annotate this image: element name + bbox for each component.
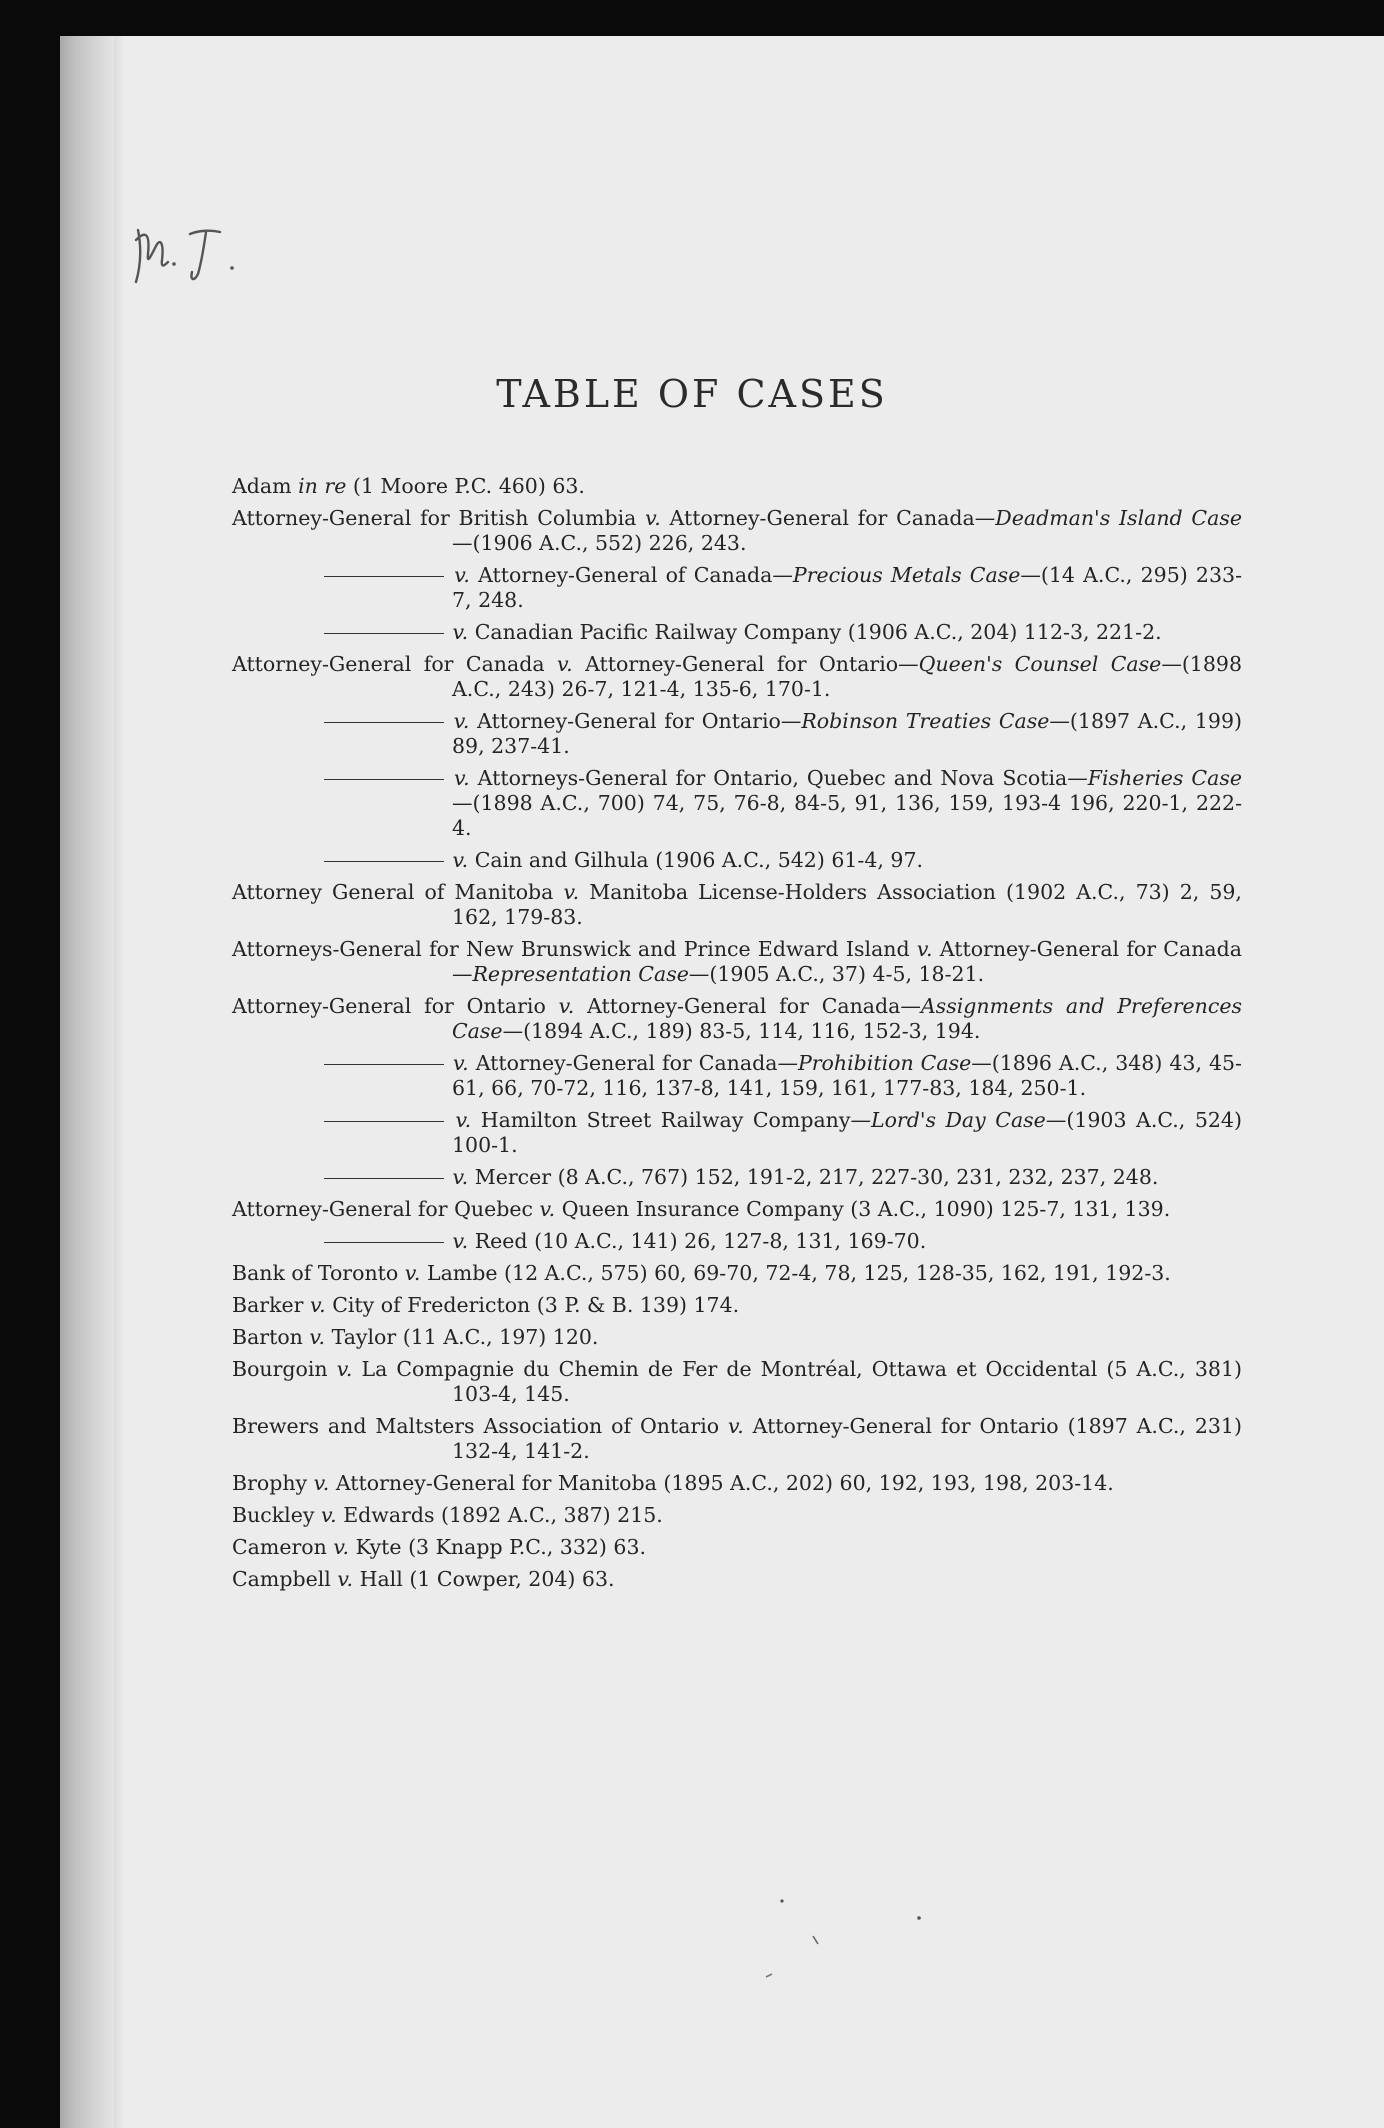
case-versus: v.: [452, 1165, 469, 1189]
ditto-dash: [324, 633, 444, 634]
case-references: (1 Cowper, 204) 63.: [409, 1567, 615, 1591]
case-versus: v.: [563, 880, 580, 904]
page-title: TABLE OF CASES: [496, 372, 888, 416]
case-party: Barker: [232, 1293, 304, 1317]
case-party: Attorney-General for Canada: [232, 652, 545, 676]
case-versus: v.: [453, 1051, 469, 1075]
case-party: Bourgoin: [232, 1357, 328, 1381]
case-opponent: Attorney-General for Canada: [475, 1051, 778, 1075]
handwritten-note: [128, 220, 248, 290]
case-references: (12 A.C., 575) 60, 69-70, 72-4, 78, 125, 128-35, 162, 191, 192-3.: [504, 1261, 1171, 1285]
case-opponent: Hamilton Street Railway Company: [480, 1108, 851, 1132]
case-versus: v.: [309, 1325, 326, 1349]
case-opponent: Attorney-General for Ontario: [477, 709, 781, 733]
case-versus: v.: [728, 1414, 744, 1438]
case-opponent: Attorney-General for Canada: [939, 937, 1242, 961]
case-opponent: Attorney-General of Canada: [478, 563, 773, 587]
case-references: (1897 A.C., 231) 132-4, 141-2.: [452, 1414, 1242, 1463]
case-party: Buckley: [232, 1503, 315, 1527]
case-versus: v.: [336, 1357, 353, 1381]
case-references: (1 Moore P.C. 460) 63.: [352, 474, 585, 498]
case-references: (3 Knapp P.C., 332) 63.: [408, 1535, 647, 1559]
case-references: (1892 A.C., 387) 215.: [441, 1503, 663, 1527]
case-opponent: Reed: [474, 1229, 528, 1253]
ditto-dash: [324, 861, 444, 862]
case-entry: [232, 506, 1242, 556]
case-party: Brewers and Maltsters Association of Ontario: [232, 1414, 720, 1438]
case-references: (1895 A.C., 202) 60, 192, 193, 198, 203-14.: [663, 1471, 1114, 1495]
case-versus: v.: [558, 994, 575, 1018]
case-party: Adam: [232, 474, 292, 498]
case-opponent: Hall: [359, 1567, 403, 1591]
case-opponent: Attorneys-General for Ontario, Quebec and Nova Scotia: [477, 766, 1068, 790]
case-name: —Deadman's Island Case: [974, 506, 1242, 530]
case-versus: v.: [320, 1503, 337, 1527]
case-entry: [232, 848, 1242, 873]
case-party: Bank of Toronto: [232, 1261, 399, 1285]
case-entry: [232, 1414, 1242, 1464]
case-party: Attorney-General for British Columbia: [232, 506, 637, 530]
case-entry: [232, 1051, 1242, 1101]
ditto-dash: [324, 722, 444, 723]
case-references: (3 P. & B. 139) 174.: [536, 1293, 740, 1317]
case-versus: v.: [453, 709, 470, 733]
case-name: —Representation Case: [452, 962, 689, 986]
case-references: (10 A.C., 141) 26, 127-8, 131, 169-70.: [534, 1229, 927, 1253]
case-references: —(1897 A.C., 199) 89, 237-41.: [452, 709, 1242, 758]
case-opponent: Canadian Pacific Railway Company: [474, 620, 842, 644]
case-opponent: Kyte: [355, 1535, 402, 1559]
case-versus: v.: [455, 1108, 472, 1132]
book-spine-shadow: [60, 36, 114, 2128]
ditto-dash: [324, 1242, 444, 1243]
case-name: —Prohibition Case: [777, 1051, 972, 1075]
case-opponent: Taylor: [331, 1325, 397, 1349]
case-name: —Fisheries Case: [1067, 766, 1242, 790]
case-entry: [232, 937, 1242, 987]
case-name: —Precious Metals Case: [772, 563, 1021, 587]
ditto-dash: [324, 1064, 444, 1065]
case-versus: in re: [298, 474, 347, 498]
case-versus: v.: [454, 766, 470, 790]
case-versus: v.: [452, 848, 469, 872]
case-references: (1902 A.C., 73) 2, 59, 162, 179-83.: [452, 880, 1242, 929]
case-opponent: Cain and Gilhula: [474, 848, 649, 872]
case-entry: [232, 880, 1242, 930]
case-entry: [232, 1567, 1242, 1592]
case-name: —Robinson Treaties Case: [780, 709, 1050, 733]
case-versus: v.: [404, 1261, 421, 1285]
case-opponent: Edwards: [343, 1503, 435, 1527]
case-party: Campbell: [232, 1567, 331, 1591]
case-references: —(1894 A.C., 189) 83-5, 114, 116, 152-3, 194.: [502, 1019, 981, 1043]
case-references: —(1898 A.C., 700) 74, 75, 76-8, 84-5, 91, 136, 159, 193-4 196, 220-1, 222-4.: [452, 791, 1242, 840]
case-references: (1906 A.C., 204) 112-3, 221-2.: [847, 620, 1162, 644]
case-opponent: Queen Insurance Company: [561, 1197, 844, 1221]
case-entry: [232, 766, 1242, 841]
case-entry: [232, 1325, 1242, 1350]
case-entry: [232, 620, 1242, 645]
case-versus: v.: [452, 1229, 469, 1253]
case-list: [232, 474, 1242, 1599]
case-opponent: Attorney-General for Canada: [669, 506, 975, 530]
case-entry: [232, 994, 1242, 1044]
case-entry: [232, 1229, 1242, 1254]
case-versus: v.: [337, 1567, 354, 1591]
case-references: —(1905 A.C., 37) 4-5, 18-21.: [688, 962, 985, 986]
case-entry: [232, 1261, 1242, 1286]
case-entry: [232, 1165, 1242, 1190]
case-party: Attorney General of Manitoba: [232, 880, 554, 904]
ditto-dash: [324, 1121, 444, 1122]
case-versus: v.: [556, 652, 573, 676]
case-versus: v.: [313, 1471, 330, 1495]
case-party: Barton: [232, 1325, 303, 1349]
case-references: —(14 A.C., 295) 233-7, 248.: [452, 563, 1242, 612]
case-name: —Lord's Day Case: [850, 1108, 1046, 1132]
case-entry: [232, 1108, 1242, 1158]
case-versus: v.: [452, 620, 469, 644]
case-references: —(1898 A.C., 243) 26-7, 121-4, 135-6, 170-1.: [452, 652, 1242, 701]
case-references: —(1906 A.C., 552) 226, 243.: [452, 531, 747, 555]
case-versus: v.: [916, 937, 933, 961]
case-opponent: Attorney-General for Manitoba: [335, 1471, 657, 1495]
case-versus: v.: [539, 1197, 556, 1221]
case-party: Attorneys-General for New Brunswick and Prince Edward Island: [232, 937, 910, 961]
case-references: —(1903 A.C., 524) 100-1.: [452, 1108, 1242, 1157]
case-entry: [232, 474, 1242, 499]
case-entry: [232, 1357, 1242, 1407]
case-references: (1906 A.C., 542) 61-4, 97.: [655, 848, 924, 872]
case-party: Attorney-General for Quebec: [232, 1197, 533, 1221]
case-entry: [232, 1293, 1242, 1318]
case-name: —Queen's Counsel Case: [898, 652, 1162, 676]
case-entry: [232, 563, 1242, 613]
ditto-dash: [324, 779, 444, 780]
case-opponent: Mercer: [474, 1165, 552, 1189]
case-opponent: Lambe: [426, 1261, 498, 1285]
ditto-dash: [324, 1178, 444, 1179]
case-versus: v.: [309, 1293, 326, 1317]
case-party: Cameron: [232, 1535, 327, 1559]
case-versus: v.: [645, 506, 661, 530]
case-references: (5 A.C., 381) 103-4, 145.: [452, 1357, 1242, 1406]
book-spine-edge: [114, 36, 124, 2128]
case-opponent: Attorney-General for Canada: [587, 994, 901, 1018]
case-opponent: La Compagnie du Chemin de Fer de Montréal, Ottawa et Occidental: [361, 1357, 1098, 1381]
case-entry: [232, 1197, 1242, 1222]
case-entry: [232, 709, 1242, 759]
case-name: —Assignments and Preferences Case: [452, 994, 1242, 1043]
case-references: (3 A.C., 1090) 125-7, 131, 139.: [850, 1197, 1171, 1221]
case-references: —(1896 A.C., 348) 43, 45-61, 66, 70-72, 116, 137-8, 141, 159, 161, 177-83, 184, 250-1.: [452, 1051, 1242, 1100]
case-references: (8 A.C., 767) 152, 191-2, 217, 227-30, 231, 232, 237, 248.: [557, 1165, 1159, 1189]
case-entry: [232, 1503, 1242, 1528]
case-versus: v.: [454, 563, 470, 587]
ditto-dash: [324, 576, 444, 577]
case-party: Attorney-General for Ontario: [232, 994, 546, 1018]
case-entry: [232, 1471, 1242, 1496]
case-opponent: Manitoba License-Holders Association: [589, 880, 996, 904]
case-opponent: City of Fredericton: [332, 1293, 531, 1317]
case-opponent: Attorney-General for Ontario: [752, 1414, 1059, 1438]
case-entry: [232, 1535, 1242, 1560]
case-references: (11 A.C., 197) 120.: [402, 1325, 599, 1349]
case-opponent: Attorney-General for Ontario: [585, 652, 899, 676]
case-entry: [232, 652, 1242, 702]
case-party: Brophy: [232, 1471, 308, 1495]
case-versus: v.: [333, 1535, 350, 1559]
